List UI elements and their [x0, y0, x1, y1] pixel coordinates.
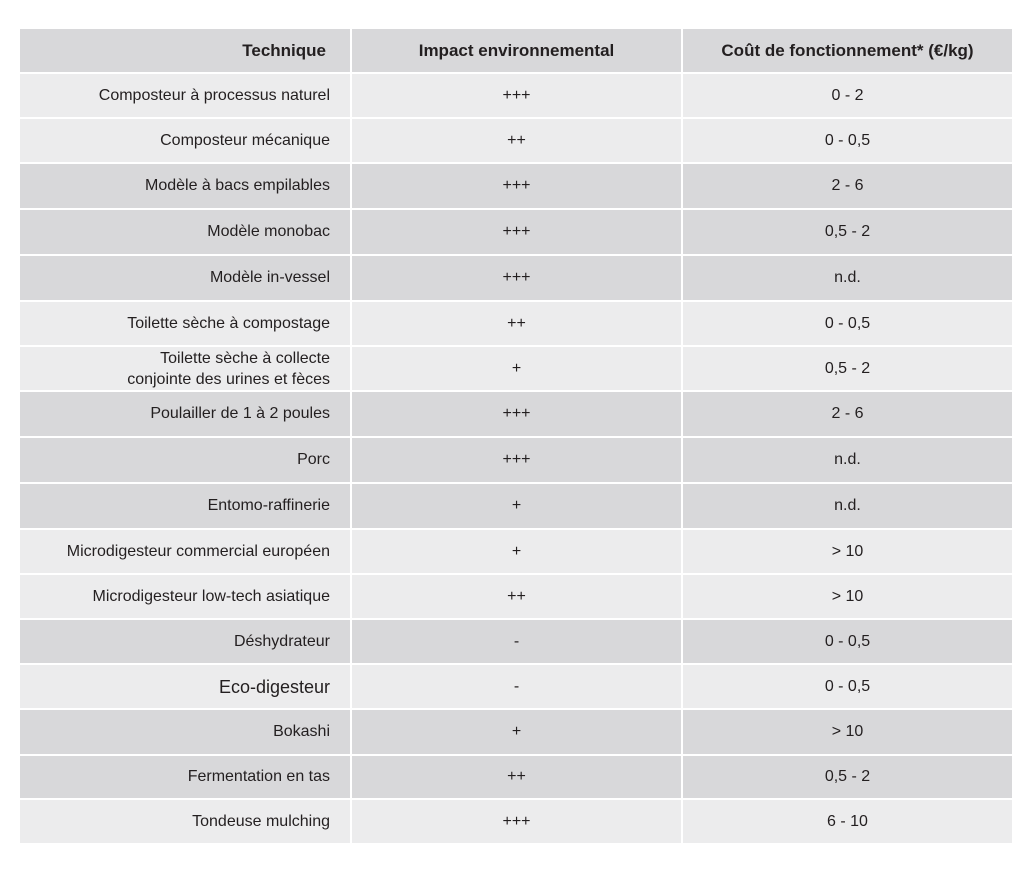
cell-impact: +++ — [351, 391, 682, 437]
cell-technique: Microdigesteur commercial européen — [20, 529, 351, 574]
cell-impact: - — [351, 664, 682, 709]
header-impact: Impact environnemental — [351, 29, 682, 73]
cell-technique-line: conjointe des urines et fèces — [127, 370, 330, 388]
cell-cost: n.d. — [682, 255, 1012, 301]
cell-impact: ++ — [351, 301, 682, 346]
table-row — [20, 437, 1012, 483]
table-row — [20, 799, 1012, 844]
cell-cost: 0,5 - 2 — [682, 346, 1012, 391]
cell-technique-line: Toilette sèche à collecte — [160, 349, 330, 367]
cell-cost: 0 - 0,5 — [682, 118, 1012, 163]
cell-impact: + — [351, 709, 682, 755]
cell-cost: 6 - 10 — [682, 799, 1012, 844]
cell-technique: Déshydrateur — [20, 619, 351, 664]
cell-technique: Porc — [20, 437, 351, 483]
table-row — [20, 483, 1012, 529]
cell-impact: +++ — [351, 799, 682, 844]
cell-impact: + — [351, 529, 682, 574]
cell-impact: - — [351, 619, 682, 664]
cell-cost: > 10 — [682, 574, 1012, 619]
cell-technique — [20, 346, 351, 391]
cell-cost: 0 - 2 — [682, 73, 1012, 118]
cell-impact: +++ — [351, 209, 682, 255]
cell-cost: > 10 — [682, 529, 1012, 574]
cell-technique: Composteur mécanique — [20, 118, 351, 163]
table-row — [20, 619, 1012, 664]
composting-techniques-table — [20, 29, 1012, 845]
cell-technique: Tondeuse mulching — [20, 799, 351, 844]
table-row — [20, 391, 1012, 437]
table-row — [20, 301, 1012, 346]
cell-impact: ++ — [351, 574, 682, 619]
table-row — [20, 755, 1012, 799]
table-row — [20, 118, 1012, 163]
cell-cost: 0 - 0,5 — [682, 619, 1012, 664]
table-row — [20, 664, 1012, 709]
cell-impact: +++ — [351, 163, 682, 209]
cell-technique: Modèle monobac — [20, 209, 351, 255]
comparison-table-container — [20, 29, 1012, 845]
cell-impact: +++ — [351, 73, 682, 118]
cell-cost: 0 - 0,5 — [682, 301, 1012, 346]
cell-technique: Fermentation en tas — [20, 755, 351, 799]
header-technique: Technique — [20, 29, 351, 73]
table-row — [20, 255, 1012, 301]
cell-cost: 0,5 - 2 — [682, 209, 1012, 255]
cell-technique: Composteur à processus naturel — [20, 73, 351, 118]
cell-technique: Eco-digesteur — [20, 664, 351, 709]
table-header-row — [20, 29, 1012, 73]
cell-cost: > 10 — [682, 709, 1012, 755]
cell-cost: 2 - 6 — [682, 391, 1012, 437]
cell-cost: 2 - 6 — [682, 163, 1012, 209]
cell-technique: Bokashi — [20, 709, 351, 755]
cell-cost: 0 - 0,5 — [682, 664, 1012, 709]
cell-impact: + — [351, 483, 682, 529]
table-row — [20, 73, 1012, 118]
cell-cost: 0,5 - 2 — [682, 755, 1012, 799]
cell-technique: Poulailler de 1 à 2 poules — [20, 391, 351, 437]
table-row — [20, 346, 1012, 391]
cell-technique: Toilette sèche à compostage — [20, 301, 351, 346]
cell-impact: + — [351, 346, 682, 391]
cell-impact: ++ — [351, 755, 682, 799]
cell-technique: Microdigesteur low-tech asiatique — [20, 574, 351, 619]
header-cost: Coût de fonctionnement* (€/kg) — [682, 29, 1012, 73]
table-row — [20, 209, 1012, 255]
cell-technique: Modèle à bacs empilables — [20, 163, 351, 209]
cell-impact: +++ — [351, 437, 682, 483]
cell-technique: Entomo-raffinerie — [20, 483, 351, 529]
cell-cost: n.d. — [682, 483, 1012, 529]
table-row — [20, 529, 1012, 574]
cell-impact: +++ — [351, 255, 682, 301]
table-row — [20, 574, 1012, 619]
table-row — [20, 709, 1012, 755]
cell-technique: Modèle in-vessel — [20, 255, 351, 301]
table-row — [20, 163, 1012, 209]
cell-impact: ++ — [351, 118, 682, 163]
cell-cost: n.d. — [682, 437, 1012, 483]
